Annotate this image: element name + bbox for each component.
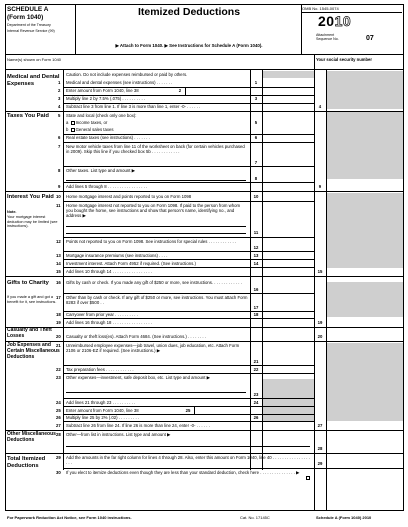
row-rule (64, 267, 314, 268)
row-rule (64, 166, 314, 167)
dept-line-1: Department of the Treasury (7, 23, 51, 27)
sales-taxes-checkbox[interactable] (71, 128, 75, 132)
line-number: 17 (56, 295, 61, 300)
ssn-field-label: Your social security number (316, 57, 373, 62)
line-26-text: Multiply line 25 by 2% (.02) . . . . . . . . . (66, 415, 140, 420)
form-title: Itemized Deductions (137, 6, 241, 18)
line-box: 18 (253, 312, 259, 317)
line-number: 3 (58, 96, 61, 101)
row-rule (64, 237, 314, 238)
line-box: 10 (253, 194, 259, 199)
divider (75, 4, 76, 54)
line-25-text: Enter amount from Form 1040, line 38 (66, 408, 139, 413)
section-casualty: Casualty and Theft Losses (7, 327, 52, 339)
line-number: 20 (56, 334, 61, 339)
itemize-election-checkbox[interactable] (306, 476, 310, 480)
line-box: 14 (253, 261, 259, 266)
section-other-misc: Other Miscellaneous Deductions (7, 431, 56, 443)
line-box: 1 (254, 80, 258, 85)
row-rule (64, 251, 314, 252)
left-border (5, 4, 6, 511)
line-number: 2 (58, 88, 61, 93)
line-box: 22 (253, 367, 259, 372)
line-number: 11 (56, 203, 61, 208)
line-5b-row: b General sales taxes (66, 127, 114, 132)
shaded-cell (327, 112, 403, 179)
line-number: 13 (56, 253, 61, 258)
line-7-text: New motor vehicle taxes from line 11 of the worksheet on back (for certain vehicles purchased in 2009). Skip this line if you checked box 5b . . . . . . . . . . . . (66, 144, 245, 155)
line-30-text: If you elect to itemize deductions even though they are less than your standard deduction, check here . . . . . . . . . . . . . . . ▶ (66, 470, 300, 475)
row-rule (64, 365, 314, 366)
line-number: 10 (56, 194, 61, 199)
line-box: 12 (253, 245, 259, 250)
line-16-text: Gifts by cash or check. If you made any gift of $250 or more, see instructions. . . . . . . . . . . . . (66, 280, 242, 285)
line-number: 9 (58, 184, 61, 189)
line-17-text: Other than by cash or check. If any gift of $250 or more, see instructions. You must attach Form 8283 if over $500 . . (66, 295, 248, 306)
line-number: 5 (58, 113, 61, 118)
line-box: 3 (254, 96, 258, 101)
line-1-text: Medical and dental expenses (see instructions) . . . . . . . (66, 80, 173, 85)
row-rule (64, 293, 314, 294)
attachment-sequence-label (316, 33, 339, 41)
schedule-label: SCHEDULE A (7, 6, 49, 13)
line-9-amount-input[interactable] (327, 184, 402, 190)
line-box: 26 (253, 415, 259, 420)
line-box: 19 (317, 320, 323, 325)
shaded-cell (327, 343, 403, 421)
line-number: 30 (56, 470, 61, 475)
footer-schedule: Schedule A (Form 1040) 2010 (316, 515, 372, 520)
line-box: 28 (317, 446, 323, 451)
line-box: 9 (318, 184, 322, 189)
line-18-text: Carryover from prior year . . . . . . . . . . (66, 312, 138, 317)
section-gifts: Gifts to Charity (7, 280, 49, 286)
note-title: Note. (7, 210, 17, 214)
outer-column-divider (314, 70, 315, 510)
fill-line (66, 392, 246, 393)
row-rule (64, 421, 314, 422)
line-box: 21 (253, 359, 259, 364)
divider (194, 406, 195, 414)
line-box: 7 (254, 160, 258, 165)
line-15-text: Add lines 10 through 14 . . . . . . . . . . . . . . . . . (66, 269, 152, 274)
line-box: 17 (253, 305, 259, 310)
line-12-text: Points not reported to you on Form 1098. See instructions for special rules . . . . . . . . . . . . (66, 239, 237, 244)
line-number: 28 (56, 432, 61, 437)
line-number: 15 (56, 269, 61, 274)
bottom-border (5, 510, 404, 511)
row-rule (64, 468, 404, 469)
attachment-label: Attachment (316, 33, 335, 37)
tax-year (318, 13, 351, 29)
line-number: 8 (58, 168, 61, 173)
line-5a-row: a Income taxes, or (66, 120, 108, 125)
fill-line (66, 180, 246, 181)
line-number: 27 (56, 423, 61, 428)
section-rule (5, 430, 404, 431)
form-label: (Form 1040) (7, 13, 44, 21)
right-border (403, 4, 404, 511)
section-interest: Interest You Paid (7, 194, 54, 200)
section-medical: Medical and Dental Expenses (7, 74, 60, 87)
top-border (5, 4, 404, 5)
line-number: 12 (56, 239, 61, 244)
divider (5, 54, 404, 55)
line-box: 24 (253, 400, 259, 405)
line-box: 5 (254, 120, 258, 125)
line-3-text: Multiply line 2 by 7.5% (.075) . . . . . . . . . . (66, 96, 146, 101)
section-rule (5, 341, 404, 342)
line-number: 24 (56, 400, 61, 405)
line-number: 23 (56, 375, 61, 380)
income-taxes-checkbox[interactable] (71, 121, 75, 125)
year-prefix: 20 (318, 13, 335, 29)
section-rule (5, 453, 404, 454)
divider (302, 12, 402, 13)
row-rule (64, 406, 314, 407)
row-rule (64, 398, 314, 399)
line-2-text: Enter amount from Form 1040, line 38 (66, 88, 139, 93)
line-1-amount-input[interactable] (263, 80, 313, 86)
line-19-amount-input[interactable] (327, 320, 402, 326)
line-number: 1 (58, 80, 61, 85)
caution-text: Caution. Do not include expenses reimbursed or paid by others. (66, 72, 188, 77)
line-box: 2 (178, 88, 182, 93)
line-4-amount-input[interactable] (327, 104, 402, 110)
line-28-text: Other—from list in instructions. List type and amount ▶ (66, 432, 171, 437)
row-rule (64, 142, 314, 143)
line-box: 25 (185, 408, 191, 413)
gifts-note: If you made a gift and got a benefit for it, see instructions. (7, 295, 57, 304)
line-10-text: Home mortgage interest and points reported to you on Form 1098 (66, 194, 192, 199)
section-rule (5, 111, 404, 112)
line-box: 27 (317, 423, 323, 428)
line-number: 26 (56, 415, 61, 420)
line-box: 15 (317, 269, 323, 274)
divider (314, 55, 315, 69)
line-24-text: Add lines 21 through 23 . . . . . . . . . . (66, 400, 136, 405)
line-box: 8 (254, 176, 258, 181)
fill-line (66, 233, 246, 234)
row-rule (64, 201, 314, 202)
line-box: 4 (318, 104, 322, 109)
footer-paperwork: For Paperwork Reduction Act Notice, see Form 1040 instructions. (7, 515, 132, 520)
line-number: 18 (56, 312, 61, 317)
shaded-cell (327, 282, 403, 317)
form-id-block (7, 6, 73, 33)
row-rule (64, 259, 314, 260)
shaded-cell (327, 193, 403, 268)
line-11-text: Home mortgage interest not reported to you on Form 1098. If paid to the person from whom you bought the home, see instructions and show that person's name, identifying no., and address ▶ (66, 203, 241, 219)
section-rule (5, 191, 404, 192)
line-box: 20 (317, 334, 323, 339)
fill-line (66, 226, 246, 227)
line-box: 11 (253, 230, 259, 235)
section-rule (5, 276, 404, 277)
section-total: Total Itemized Deductions (7, 456, 46, 469)
line-4-text: Subtract line 3 from line 1. If line 3 is more than line 1, enter -0- . . . . . . (66, 104, 201, 109)
line-5a-text: Income taxes, or (75, 120, 108, 125)
section-rule (5, 327, 404, 328)
line-27-text: Subtract line 26 from line 24. If line 26 is more than line 24, enter -0- . . . . . . (66, 423, 210, 428)
line-22-text: Tax preparation fees . . . . . . . . . . . . (66, 367, 134, 372)
row-rule (64, 318, 314, 319)
line-box: 29 (317, 461, 323, 466)
line-9-text: Add lines 5 through 8 . . . . . . . . . . . . . . . . . (66, 184, 148, 189)
divider (185, 87, 186, 95)
line-5-text: State and local (check only one box): (66, 113, 137, 118)
line-8-text: Other taxes. List type and amount ▶ (66, 168, 135, 173)
name-field-label: Name(s) shown on Form 1040 (7, 57, 62, 62)
divider (5, 69, 404, 70)
line-box: 6 (254, 135, 258, 140)
line-21-text: Unreimbursed employee expenses—job travel, union dues, job education, etc. Attach Form 2106 or 2106-EZ if required. (See instructions.) ▶ (66, 343, 240, 354)
line-number: 25 (56, 408, 61, 413)
row-rule (64, 373, 314, 374)
shaded-cell (263, 379, 314, 422)
attach-instructions: ▶ Attach to Form 1040. ▶ See Instructions for Schedule A (Form 1040). (115, 43, 263, 48)
line-number: 6 (58, 135, 61, 140)
row-rule (64, 182, 314, 183)
line-box: 16 (253, 287, 259, 292)
line-14-text: Investment interest. Attach Form 4952 if required. (See instructions.) (66, 261, 196, 266)
line-15-amount-input[interactable] (327, 269, 402, 275)
line-number: 29 (56, 455, 61, 460)
line-box: 13 (253, 253, 259, 258)
line-box: 23 (253, 392, 259, 397)
sequence-label: Sequence No. (316, 37, 339, 42)
section-taxes: Taxes You Paid (7, 113, 49, 119)
dept-line-2: Internal Revenue Service (99) (7, 29, 55, 34)
line-6-text: Real estate taxes (see instructions) . . . . . . . (66, 135, 150, 140)
line-number: 14 (56, 261, 61, 266)
line-23-text: Other expenses—investment, safe deposit box, etc. List type and amount ▶ (66, 375, 210, 380)
line-13-text: Mortgage insurance premiums (see instructions) . . . . (66, 253, 168, 258)
line-number: 16 (56, 280, 61, 285)
interest-note: Your mortgage interest deduction may be limited (see instructions). (7, 215, 58, 228)
line-number: 22 (56, 367, 61, 372)
line-29-amount-input[interactable] (327, 461, 402, 467)
line-29-text: Add the amounts in the far right column for lines 4 through 28. Also, enter this amount on Form 1040, line 40 . . . . . . . . . . . . . . . . . . . (66, 455, 310, 466)
line-19-text: Add lines 16 through 18 . . . . . . . . . . . . . . . . . (66, 320, 152, 325)
fill-line (66, 446, 310, 447)
line-number: 21 (56, 343, 61, 348)
line-number: 19 (56, 320, 61, 325)
section-job-expenses: Job Expenses and Certain Miscellaneous Deductions (7, 342, 60, 360)
line-20-text: Casualty or theft loss(es). Attach Form 4684. (See instructions.) . . . . . . . . (66, 334, 206, 339)
sequence-number: 07 (366, 35, 374, 42)
omb-number: OMB No. 1545-0074 (302, 6, 339, 11)
line-number: 4 (58, 104, 61, 109)
year-suffix: 10 (334, 13, 352, 29)
footer-cat-no: Cat. No. 17145C (240, 515, 270, 520)
line-5b-text: General sales taxes (75, 127, 114, 132)
line-number: 7 (58, 144, 61, 149)
